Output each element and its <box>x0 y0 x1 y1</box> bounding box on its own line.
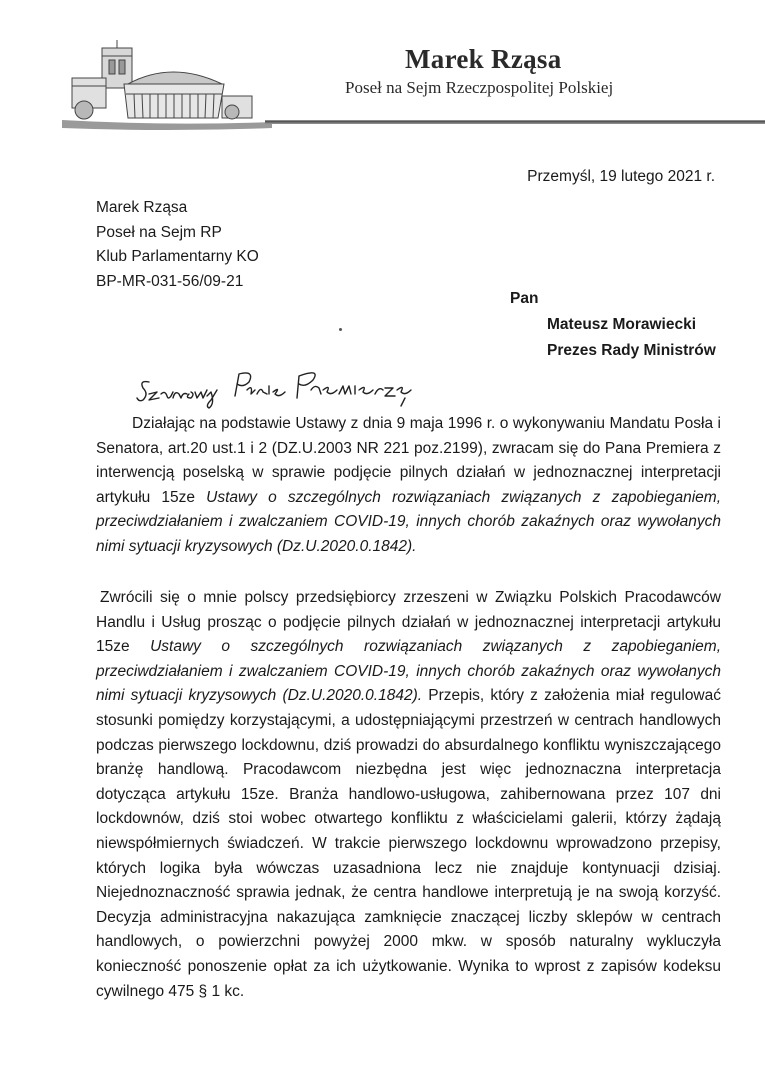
paragraph-1 <box>96 412 721 560</box>
letterhead-name: Marek Rząsa <box>405 44 562 74</box>
letterhead-rule <box>265 118 765 126</box>
paragraph-1-text: Działając na podstawie Ustawy z dnia 9 maja 1996 r. o wykonywaniu Mandatu Posła i Senatora, art.20 ust.1 i 2 (DZ.U.2003 NR 221 poz.2199), zwracam się do Pana Premiera z interwencją poselską w sprawie podjęcie pilnych działań w jednoznacznej interpretacji artykułu 15ze <box>96 415 721 506</box>
paragraph-2-body: Przepis, który z założenia miał regulować stosunki pomiędzy korzystającymi, a udostępniającymi przestrzeń w centrach handlowych podczas pierwszego lockdownu, dziś prowadzi do absurdalnego konfliktu wyniszczającego branżę handlową. Pracodawcom niezbędna jest więc jednoznaczna interpretacja dotycząca artykułu 15ze. Branża handlowo-usługowa, zahibernowana przez 107 dni lockdownów, dziś stoi wobec otwartego konfliktu z właścicielami galerii, którzy żądają niewspółmiernych świadczeń. W trakcie pierwszego lockdownu wprowadzono przepisy, których logika była wówczas uzasadniona lecz nie znajduje kontynuacji dzisiaj. Niejednoznaczność sprawia jednak, że centra handlowe interpretują je na swoją korzyść. Decyzja administracyjna nakazująca zamknięcie znaczącej liczby sklepów w centrach handlowych, o powierzchni powyżej 2000 mkw. w sposób naturalny wykluczyła konieczność ponoszenie opłat za ich użytkowanie. Wynika to wprost z zapisów kodeksu cywilnego 475 § 1 kc. <box>96 687 721 1000</box>
sender-reference: BP-MR-031-56/09-21 <box>96 272 244 290</box>
paragraph-2-act-title: Ustawy o szczególnych rozwiązaniach związanych z zapobieganiem, przeciwdziałaniem i zwalczaniem COVID-19, innych chorób zakaźnych oraz wywołanych nimi sytuacji kryzysowych (Dz.U.2020.0.1842). <box>96 638 722 705</box>
paragraph-2 <box>96 586 721 1004</box>
sender-title: Poseł na Sejm RP <box>96 223 222 241</box>
recipient-name: Mateusz Morawiecki <box>547 316 697 333</box>
date-line: Przemyśl, 19 lutego 2021 r. <box>527 168 715 185</box>
handwritten-salutation <box>135 368 415 410</box>
recipient-title: Prezes Rady Ministrów <box>547 342 716 359</box>
sejm-building-icon <box>62 38 272 134</box>
sender-name: Marek Rząsa <box>96 199 188 216</box>
sender-block <box>96 196 259 294</box>
scan-speck <box>339 328 342 331</box>
paragraph-1-act-title: Ustawy o szczególnych rozwiązaniach związanych z zapobieganiem, przeciwdziałaniem i zwalczaniem COVID-19, innych chorób zakaźnych oraz wywołanych nimi sytuacji kryzysowych (Dz.U.2020.0.1842). <box>96 488 722 555</box>
paragraph-2-text: Zwrócili się o mnie polscy przedsiębiorcy zrzeszeni w Związku Polskich Pracodawców Handlu i Usług prosząc o podjęcie pilnych działań w jednoznacznej interpretacji artykułu 15ze <box>96 589 721 656</box>
recipient-prefix: Pan <box>510 290 539 307</box>
sender-club: Klub Parlamentarny KO <box>96 248 259 265</box>
letterhead-subtitle: Poseł na Sejm Rzeczpospolitej Polskiej <box>345 78 614 97</box>
